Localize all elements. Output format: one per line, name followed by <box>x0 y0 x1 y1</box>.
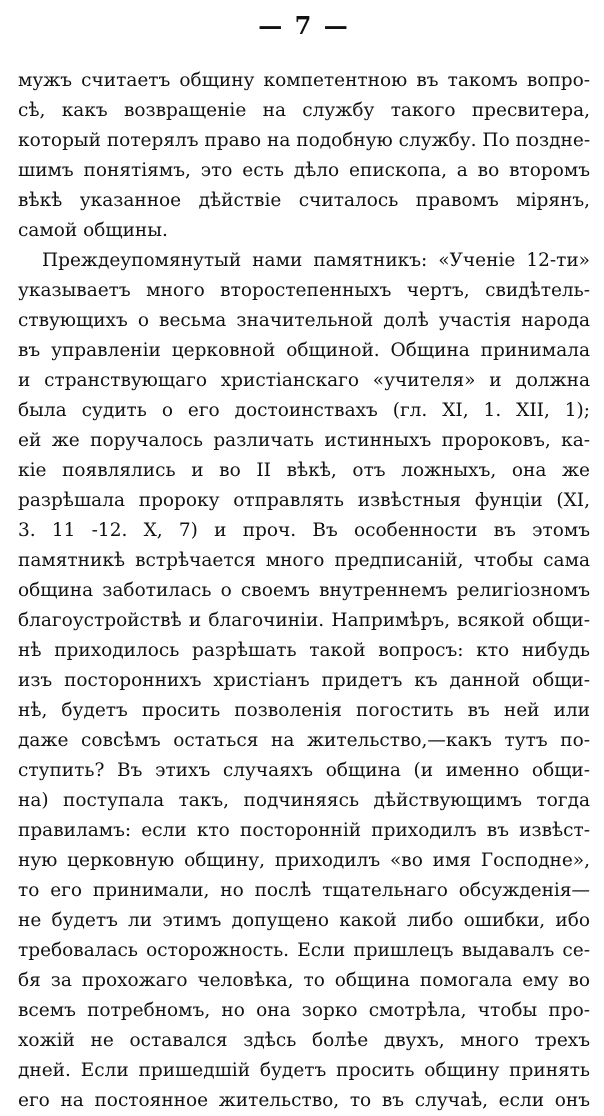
text-line: община заботилась о своемъ внутреннемъ религіозномъ <box>18 580 590 601</box>
text-line: шимъ понятіямъ, это есть дѣло епископа, а во второмъ <box>18 160 590 181</box>
text-line: не будетъ ли этимъ допущено какой либо ошибки, ибо <box>18 910 590 931</box>
text-line: мужъ считаетъ общину компетентною въ такомъ вопро- <box>18 70 590 91</box>
page-number: — 7 — <box>258 11 350 40</box>
text-line: памятникѣ встрѣчается много предписаній, чтобы сама <box>18 550 590 571</box>
text-line: 3. 11 -12. X, 7) и проч. Въ особенности въ этомъ <box>18 520 590 541</box>
text-line: указываетъ много второстепенныхъ чертъ, свидѣтель- <box>18 280 590 301</box>
text-line: сѣ, какъ возвращеніе на службу такого пресвитера, <box>18 100 590 121</box>
text-line: его на постоянное жительство, то въ случаѣ, если онъ <box>18 1090 590 1111</box>
text-line: разрѣшала пророку отправлять извѣстныя фунціи (XI, <box>18 490 590 511</box>
text-line: дней. Если пришедшій будетъ просить общину принять <box>18 1060 590 1081</box>
text-line: самой общины. <box>18 220 168 241</box>
text-line: была судить о его достоинствахъ (гл. XI, 1. XII, 1); <box>18 400 590 421</box>
text-line: то его принимали, но послѣ тщательнаго обсужденія— <box>18 880 590 901</box>
text-line: правиламъ: если кто посторонній приходилъ въ извѣст- <box>18 820 590 841</box>
text-line: хожій не оставался здѣсь болѣе двухъ, много трехъ <box>18 1030 590 1051</box>
text-line: ствующихъ о весьма значительной долѣ участія народа <box>18 310 590 331</box>
text-line: въ управленіи церковной общиной. Община принимала <box>18 340 590 361</box>
text-line: ей же поручалось различать истинныхъ пророковъ, ка- <box>18 430 590 451</box>
text-line: кіе появлялись и во II вѣкѣ, отъ ложныхъ, она же <box>18 460 590 481</box>
text-line: даже совсѣмъ остаться на жительство,—какъ тутъ по- <box>18 730 590 751</box>
text-line: бя за прохожаго человѣка, то община помогала ему во <box>18 970 590 991</box>
text-line: и странствующаго христіанскаго «учителя» и должна <box>18 370 590 391</box>
text-line: нѣ приходилось разрѣшать такой вопросъ: кто нибудь <box>18 640 590 661</box>
text-line: который потерялъ право на подобную службу. По поздне- <box>18 130 590 151</box>
body-text <box>18 66 590 1116</box>
book-page <box>18 6 590 1111</box>
text-line: благоустройствѣ и благочиніи. Напримѣръ, всякой общи- <box>18 610 590 631</box>
text-line: ступить? Въ этихъ случаяхъ община (и именно общи- <box>18 760 590 781</box>
text-line: всемъ потребномъ, но она зорко смотрѣла, чтобы про- <box>18 1000 590 1021</box>
text-line: требовалась осторожность. Если пришлецъ выдавалъ се- <box>18 940 590 961</box>
text-line: ную церковную общину, приходилъ «во имя Господне», <box>18 850 590 871</box>
text-line: вѣкѣ указанное дѣйствіе считалось правомъ мірянъ, <box>18 190 590 211</box>
text-line: нѣ, будетъ просить позволенія погостить въ ней или <box>18 700 590 721</box>
paragraph-start-line: Преждеупомянутый нами памятникъ: «Ученіе 12-ти» <box>42 250 590 271</box>
text-line: изъ постороннихъ христіанъ придетъ къ данной общи- <box>18 670 590 691</box>
text-line: на) поступала такъ, подчиняясь дѣйствующимъ тогда <box>18 790 590 811</box>
